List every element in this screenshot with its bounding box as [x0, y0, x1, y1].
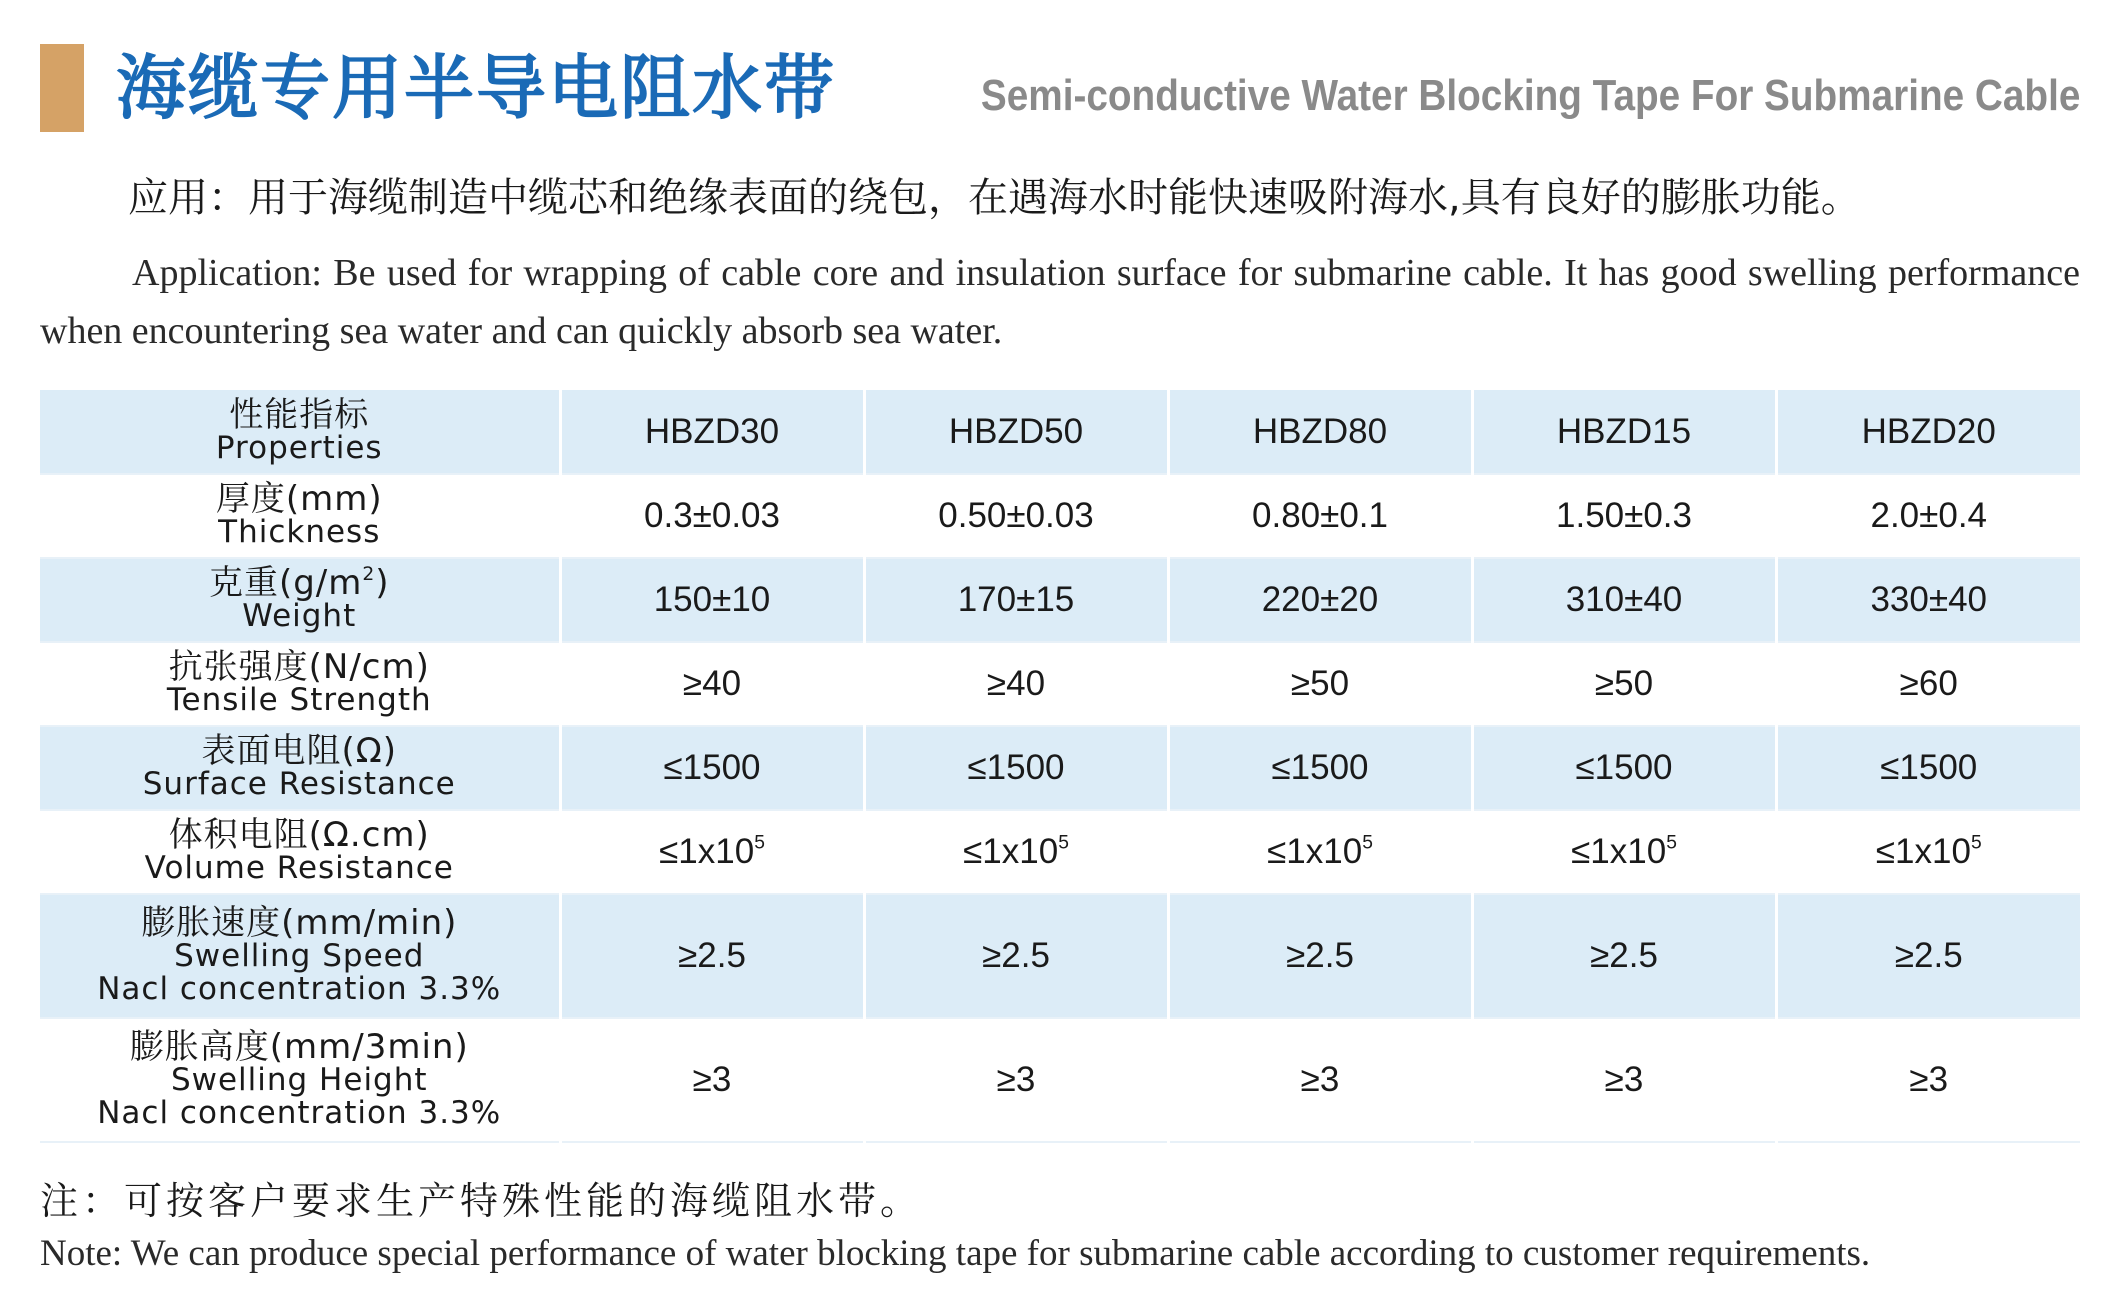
property-cell [40, 642, 560, 726]
value-cell: ≤1500 [864, 726, 1168, 810]
header-model-cell: HBZD30 [560, 390, 864, 474]
value-cell: 220±20 [1168, 558, 1472, 642]
property-en: Volume Resistance [144, 850, 454, 886]
value-superscript: 5 [1058, 832, 1069, 854]
value-cell: ≤1500 [1472, 726, 1776, 810]
accent-bar [40, 44, 84, 132]
value-cell: ≥3 [560, 1018, 864, 1142]
value-cell: 330±40 [1776, 558, 2080, 642]
header-properties-cn: 性能指标 [229, 394, 370, 435]
property-cell [40, 474, 560, 558]
value-cell [864, 810, 1168, 894]
property-cn-superscript: 2 [362, 563, 376, 585]
value-cell: ≥2.5 [560, 894, 864, 1018]
property-cn: 体积电阻(Ω.cm) [168, 815, 430, 855]
spec-table [40, 390, 2080, 1143]
table-row-weight [40, 558, 2080, 642]
value-cell: 0.80±0.1 [1168, 474, 1472, 558]
note-english: Note: We can produce special performance of water blocking tape for submarine cable according to customer requirements. [40, 1233, 1871, 1274]
property-en: Swelling Height [170, 1061, 428, 1098]
table-row-swelling-speed [40, 894, 2080, 1018]
value-prefix: ≤1x10 [963, 832, 1059, 871]
table-row-thickness [40, 474, 2080, 558]
value-cell: ≥50 [1472, 642, 1776, 726]
value-cell: ≥60 [1776, 642, 2080, 726]
table-row-volume-resistance [40, 810, 2080, 894]
property-en: Swelling Speed [174, 937, 425, 974]
value-cell: 150±10 [560, 558, 864, 642]
property-cell [40, 726, 560, 810]
header-properties-en: Properties [215, 429, 383, 466]
value-cell: ≥3 [1472, 1018, 1776, 1142]
title-english: Semi-conductive Water Blocking Tape For Submarine Cable [980, 71, 2080, 120]
property-en-condition: Nacl concentration 3.3% [97, 1094, 502, 1131]
table-header-row [40, 390, 2080, 474]
property-cell [40, 1018, 560, 1142]
value-cell: ≤1500 [560, 726, 864, 810]
property-cn: 厚度(mm) [215, 479, 383, 519]
value-cell: 310±40 [1472, 558, 1776, 642]
property-cn-prefix: 克重(g/m [208, 563, 363, 603]
value-cell: 0.50±0.03 [864, 474, 1168, 558]
header-model-cell: HBZD50 [864, 390, 1168, 474]
value-cell [1472, 810, 1776, 894]
value-prefix: ≤1x10 [1571, 832, 1667, 871]
property-cn: 膨胀高度(mm/3min) [129, 1026, 469, 1067]
value-prefix: ≤1x10 [1875, 832, 1971, 871]
table-row-tensile-strength [40, 642, 2080, 726]
value-cell [560, 810, 864, 894]
value-superscript: 5 [1362, 832, 1373, 854]
property-cell [40, 894, 560, 1018]
property-en: Tensile Strength [166, 682, 432, 718]
value-prefix: ≤1x10 [659, 832, 755, 871]
table-row-swelling-height [40, 1018, 2080, 1142]
property-cn: 抗张强度(N/cm) [168, 647, 430, 687]
value-cell: ≤1500 [1776, 726, 2080, 810]
value-cell: ≥2.5 [864, 894, 1168, 1018]
application-chinese: 应用：用于海缆制造中缆芯和绝缘表面的绕包，在遇海水时能快速吸附海水,具有良好的膨胀功能。 [128, 175, 1861, 221]
value-cell: 0.3±0.03 [560, 474, 864, 558]
property-cell [40, 558, 560, 642]
value-cell: ≤1500 [1168, 726, 1472, 810]
property-cell [40, 810, 560, 894]
value-cell: ≥40 [560, 642, 864, 726]
property-en: Surface Resistance [142, 766, 456, 802]
value-cell: ≥2.5 [1776, 894, 2080, 1018]
property-en: Thickness [218, 514, 381, 550]
value-cell: ≥50 [1168, 642, 1472, 726]
title-chinese: 海缆专用半导电阻水带 [116, 47, 836, 129]
value-prefix: ≤1x10 [1267, 832, 1363, 871]
value-cell: ≥2.5 [1168, 894, 1472, 1018]
header-properties-cell [40, 390, 560, 474]
value-cell: ≥2.5 [1472, 894, 1776, 1018]
value-cell: ≥3 [1168, 1018, 1472, 1142]
value-cell: ≥40 [864, 642, 1168, 726]
note-chinese: 注：可按客户要求生产特殊性能的海缆阻水带。 [40, 1179, 923, 1223]
property-cn: 表面电阻(Ω) [201, 731, 397, 771]
value-cell: 1.50±0.3 [1472, 474, 1776, 558]
value-cell: ≥3 [1776, 1018, 2080, 1142]
property-en: Weight [242, 598, 357, 634]
value-superscript: 5 [754, 832, 765, 854]
property-cn: 膨胀速度(mm/min) [141, 902, 458, 943]
value-cell [1776, 810, 2080, 894]
table-row-surface-resistance [40, 726, 2080, 810]
header-model-cell: HBZD20 [1776, 390, 2080, 474]
page-header [40, 38, 2080, 138]
value-cell: ≥3 [864, 1018, 1168, 1142]
property-cn-suffix: ) [375, 563, 390, 603]
value-cell: 2.0±0.4 [1776, 474, 2080, 558]
header-model-cell: HBZD80 [1168, 390, 1472, 474]
application-english: Application: Be used for wrapping of cable core and insulation surface for submarine cable. It has good swelling performance when encountering sea water and can quickly absorb sea water. [40, 252, 2080, 352]
property-cn [40, 563, 559, 603]
value-superscript: 5 [1666, 832, 1677, 854]
value-cell [1168, 810, 1472, 894]
value-superscript: 5 [1970, 832, 1982, 854]
property-en-condition: Nacl concentration 3.3% [97, 970, 502, 1007]
header-model-cell: HBZD15 [1472, 390, 1776, 474]
value-cell: 170±15 [864, 558, 1168, 642]
